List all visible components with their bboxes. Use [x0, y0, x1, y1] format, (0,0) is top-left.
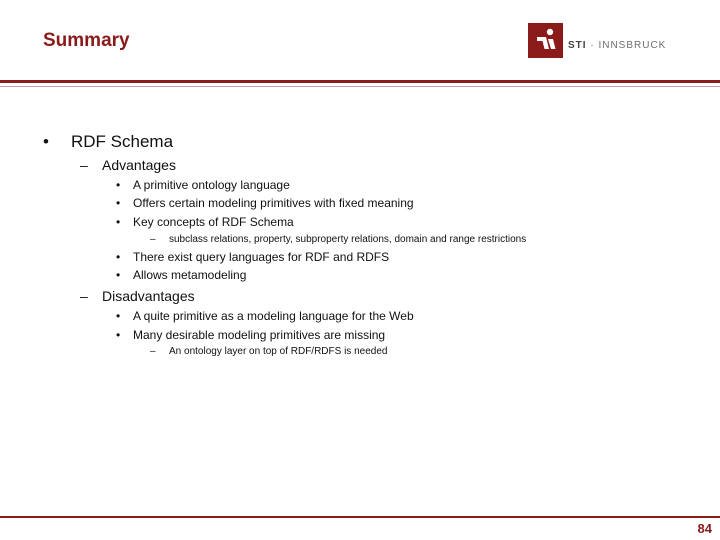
advantages-heading: Advantages	[102, 157, 176, 173]
bullet-l3: •	[116, 215, 121, 229]
bullet-l4: –	[150, 234, 156, 245]
advantage-item: Allows metamodeling	[133, 268, 247, 282]
bullet-l3: •	[116, 196, 121, 210]
bullet-l3: •	[116, 250, 121, 264]
advantage-item: Key concepts of RDF Schema	[133, 215, 294, 229]
sti-figure-icon	[528, 23, 563, 58]
bullet-l3: •	[116, 328, 121, 342]
logo-wordmark	[568, 40, 666, 51]
logo-place: INNSBRUCK	[598, 40, 667, 51]
advantage-item: There exist query languages for RDF and RDFS	[133, 250, 390, 264]
bullet-l2: –	[80, 157, 88, 173]
logo-separator: ·	[586, 40, 599, 51]
advantage-item: A primitive ontology language	[133, 178, 290, 192]
item-rdf-schema: RDF Schema	[71, 132, 174, 151]
bullet-l1: •	[43, 132, 49, 151]
advantage-subitem: subclass relations, property, subproperty relations, domain and range restrictions	[169, 234, 527, 245]
header-rule-thin	[0, 86, 720, 87]
bullet-l3: •	[116, 268, 121, 282]
header-rule	[0, 80, 720, 83]
bullet-l2: –	[80, 288, 88, 304]
disadvantage-item: A quite primitive as a modeling language for the Web	[133, 309, 414, 323]
bullet-l3: •	[116, 309, 121, 323]
bullet-l3: •	[116, 178, 121, 192]
disadvantage-item: Many desirable modeling primitives are missing	[133, 328, 386, 342]
disadvantage-subitem: An ontology layer on top of RDF/RDFS is needed	[169, 346, 388, 357]
logo-brand: STI	[568, 40, 587, 51]
footer-rule	[0, 516, 720, 518]
slide-title: Summary	[43, 30, 130, 51]
disadvantages-heading: Disadvantages	[102, 288, 195, 304]
advantage-item: Offers certain modeling primitives with fixed meaning	[133, 196, 414, 210]
page-number: 84	[697, 521, 712, 536]
bullet-l4: –	[150, 346, 156, 357]
